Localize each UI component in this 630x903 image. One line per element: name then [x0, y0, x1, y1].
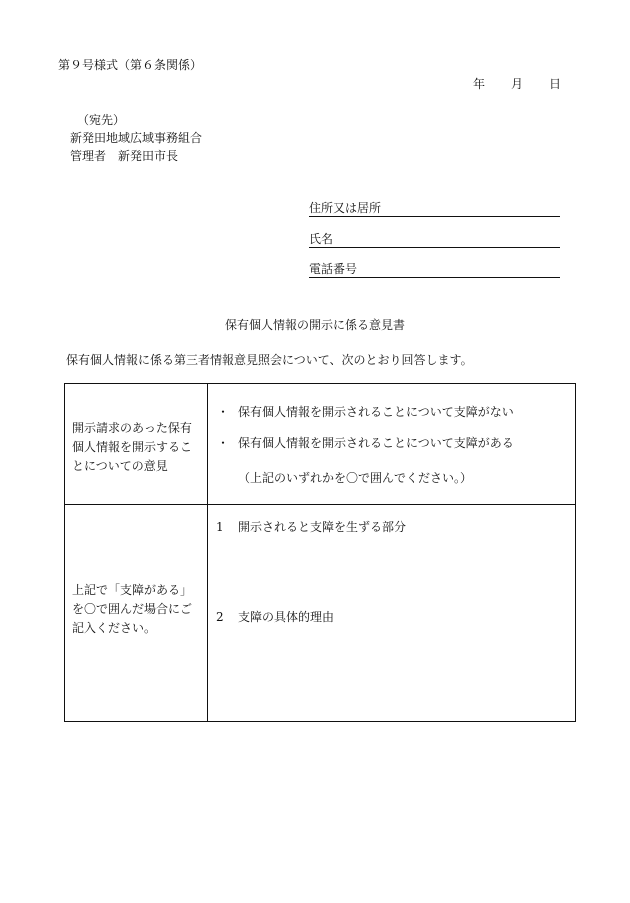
hindrance-reason-text: 支障の具体的理由 [238, 610, 335, 624]
option-hindrance-text: 保有個人情報を開示されることについて支障がある [238, 436, 514, 450]
opinion-table [64, 383, 576, 722]
hindrance-reason-item[interactable] [208, 611, 575, 623]
option-no-hindrance-text: 保有個人情報を開示されることについて支障がない [238, 405, 514, 419]
phone-label: 電話番号 [309, 262, 358, 276]
hindrance-label-cell [65, 505, 208, 722]
hindrance-details-cell[interactable] [208, 505, 576, 722]
opinion-label: 開示請求のあった保有個人情報を開示することについての意見 [72, 421, 193, 473]
form-number: 第９号様式（第６条関係） [58, 58, 203, 72]
table-row [65, 384, 576, 505]
hindrance-part-text: 開示されると支障を生ずる部分 [238, 520, 407, 534]
hindrance-part-item[interactable] [208, 521, 575, 533]
date-month-label: 月 [511, 77, 524, 91]
intro-text: 保有個人情報に係る第三者情報意見照会について、次のとおり回答します。 [66, 353, 473, 367]
bullet-icon: ・ [217, 405, 230, 419]
document-title: 保有個人情報の開示に係る意見書 [224, 318, 405, 332]
addressee-administrator: 管理者 新発田市長 [70, 149, 179, 163]
table-row [65, 505, 576, 722]
bullet-icon: ・ [217, 436, 230, 450]
addressee-organization: 新発田地域広域事務組合 [70, 131, 203, 145]
name-field[interactable] [309, 233, 560, 248]
phone-field[interactable] [309, 263, 560, 278]
item-number: 1 [216, 520, 224, 534]
address-field[interactable] [309, 202, 560, 217]
hindrance-label: 上記で「支障がある」を〇で囲んだ場合にご記入ください。 [72, 583, 193, 635]
option-hindrance[interactable] [208, 437, 575, 449]
address-label: 住所又は居所 [309, 201, 382, 215]
addressee-block [70, 111, 202, 165]
opinion-options-cell[interactable] [208, 384, 576, 505]
date-day-label: 日 [549, 77, 562, 91]
circle-instruction-note: （上記のいずれかを〇で囲んでください。） [238, 471, 473, 485]
addressee-label: （宛先） [77, 113, 126, 127]
option-no-hindrance[interactable] [208, 406, 575, 418]
opinion-label-cell [65, 384, 208, 505]
item-number: 2 [216, 610, 224, 624]
date-year-label: 年 [473, 77, 486, 91]
name-label: 氏名 [309, 232, 334, 246]
